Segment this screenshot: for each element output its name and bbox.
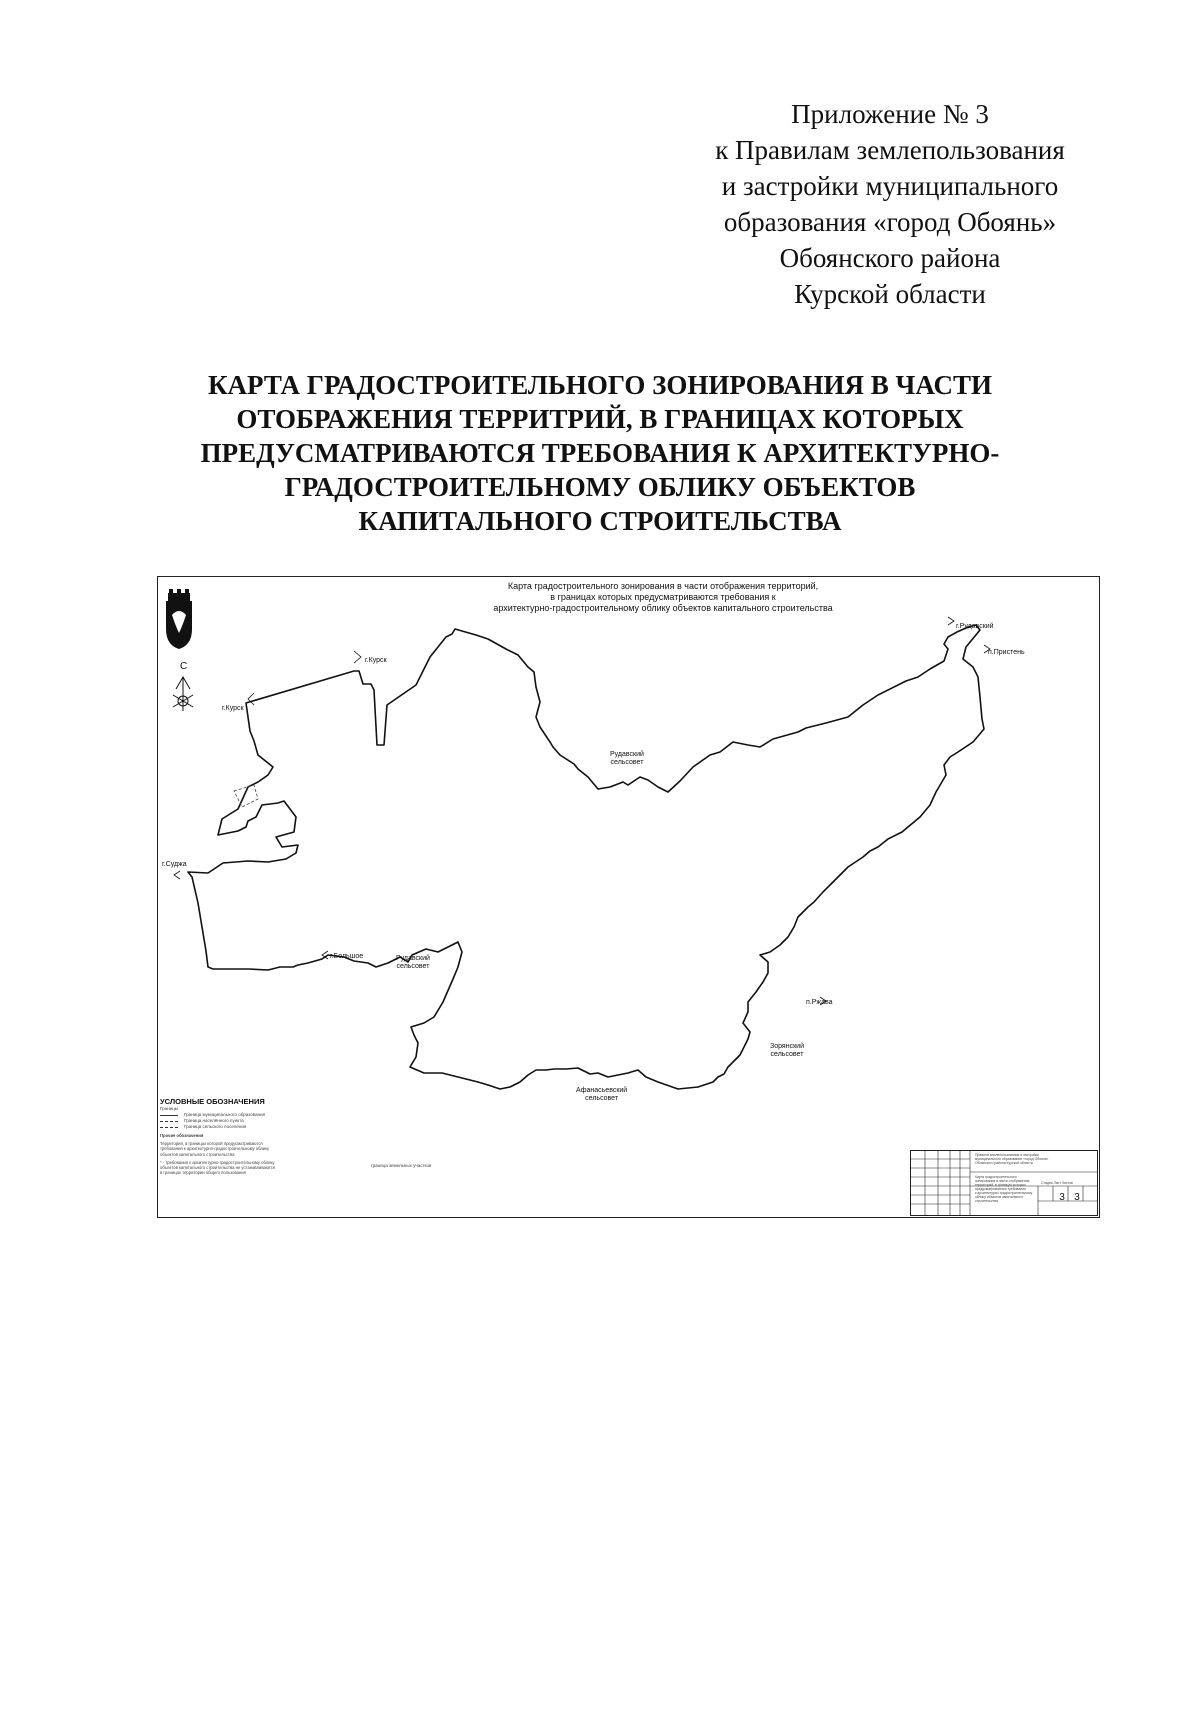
map-title-line: архитектурно-градостроительному облику объектов капитального строительства [493,603,833,613]
stamp-sheets-total: 3 [1074,1192,1080,1203]
label-rudavsky-council-left: Рудавский сельсовет [396,955,430,970]
title-line: ГРАДОСТРОИТЕЛЬНОМУ ОБЛИКУ ОБЪЕКТОВ [284,472,916,502]
settlement-boundary [234,785,258,807]
legend-row-text: Граница сельского поселения [184,1124,247,1129]
map-title-line: Карта градостроительного зонирования в части отображения территорий, [507,581,819,591]
north-arrow-icon [173,677,193,711]
municipal-boundary [188,625,984,1089]
map-drawing [158,577,1101,1219]
appendix-line: Обоянского района [779,243,1001,273]
legend-note-head: Прочие обозначения [160,1133,204,1138]
legend-row-text: Граница населённого пункта [184,1118,244,1123]
legend-swatch [160,1115,178,1116]
title-stamp [910,1150,1098,1216]
legend-sub-text: Границы [160,1106,178,1111]
appendix-line: к Правилам землепользования [715,135,1065,165]
label-rudavsky-council-top: Рудавский сельсовет [610,751,644,766]
legend-row-text: Граница муниципального образования [184,1112,266,1117]
label-afanasyevsky-council: Афанасьевский сельсовет [576,1087,628,1102]
coat-of-arms-icon [166,589,192,649]
appendix-line: Курской области [794,279,986,309]
appendix-line: и застройки муниципального [721,171,1059,201]
appendix-line: Приложение № 3 [791,99,989,129]
label-sudzha: г.Суджа [162,861,187,868]
legend-row [160,1124,290,1130]
title-line: КАПИТАЛЬНОГО СТРОИТЕЛЬСТВА [358,506,842,536]
title-line: КАРТА ГРАДОСТРОИТЕЛЬНОГО ЗОНИРОВАНИЯ В ЧАСТИ [207,370,993,400]
map-title [388,581,938,614]
label-bolshoe: г.Большое [330,953,364,960]
bottom-note: граница земельных участков [371,1163,432,1168]
document-title [150,368,1050,538]
zoning-map [157,576,1100,1218]
legend-swatch [160,1121,178,1122]
label-kursk: г.Курск [365,657,387,664]
title-line: ОТОБРАЖЕНИЯ ТЕРРИТРИЙ, В ГРАНИЦАХ КОТОРЫХ [236,404,964,434]
legend-footnote: * - требования к архитектурно-градостроительному облику объектов капитального строительства не устанавливаются в границах территории общего пользования [160,1159,276,1176]
legend-heading: УСЛОВНЫЕ ОБОЗНАЧЕНИЯ [160,1097,265,1106]
road-direction-markers [174,617,990,1005]
appendix-line: образования «город Обоянь» [723,207,1057,237]
map-title-line: в границах которых предусматриваются требования к [550,592,776,602]
label-rzhava: п.Ржава [806,999,833,1006]
legend-swatch [160,1127,178,1128]
label-pristen: п.Пристень [988,649,1025,656]
legend-note: Территория, в границах которой предусматриваются требования к архитектурно-градостроительному облику объектов капитального строительства [160,1141,270,1157]
stamp-sheet-number: 3 [1059,1192,1065,1203]
map-legend [160,1097,290,1175]
stamp-text-right: Стадия Лист Листов [1041,1181,1073,1185]
title-line: ПРЕДУСМАТРИВАЮТСЯ ТРЕБОВАНИЯ К АРХИТЕКТУРНО- [200,438,1000,468]
north-label: С [180,661,188,672]
label-zoryansky-council: Зорянский сельсовет [770,1043,804,1058]
label-rudavsky-ne: г.Рудавский [956,623,994,630]
stamp-text-mid: Карта градостроительного зонирования в части отображения территорий, в границах которых предусматриваются требования к архитектурно-градостроительному облику объектов капитального строительства [975,1175,1033,1203]
stamp-text-top: Правила землепользования и застройки муниципального образования «город Обоянь» Обоянского района Курской области [975,1153,1049,1165]
appendix-block [640,96,1140,312]
label-gorod-nw: г.Курск [222,705,244,712]
